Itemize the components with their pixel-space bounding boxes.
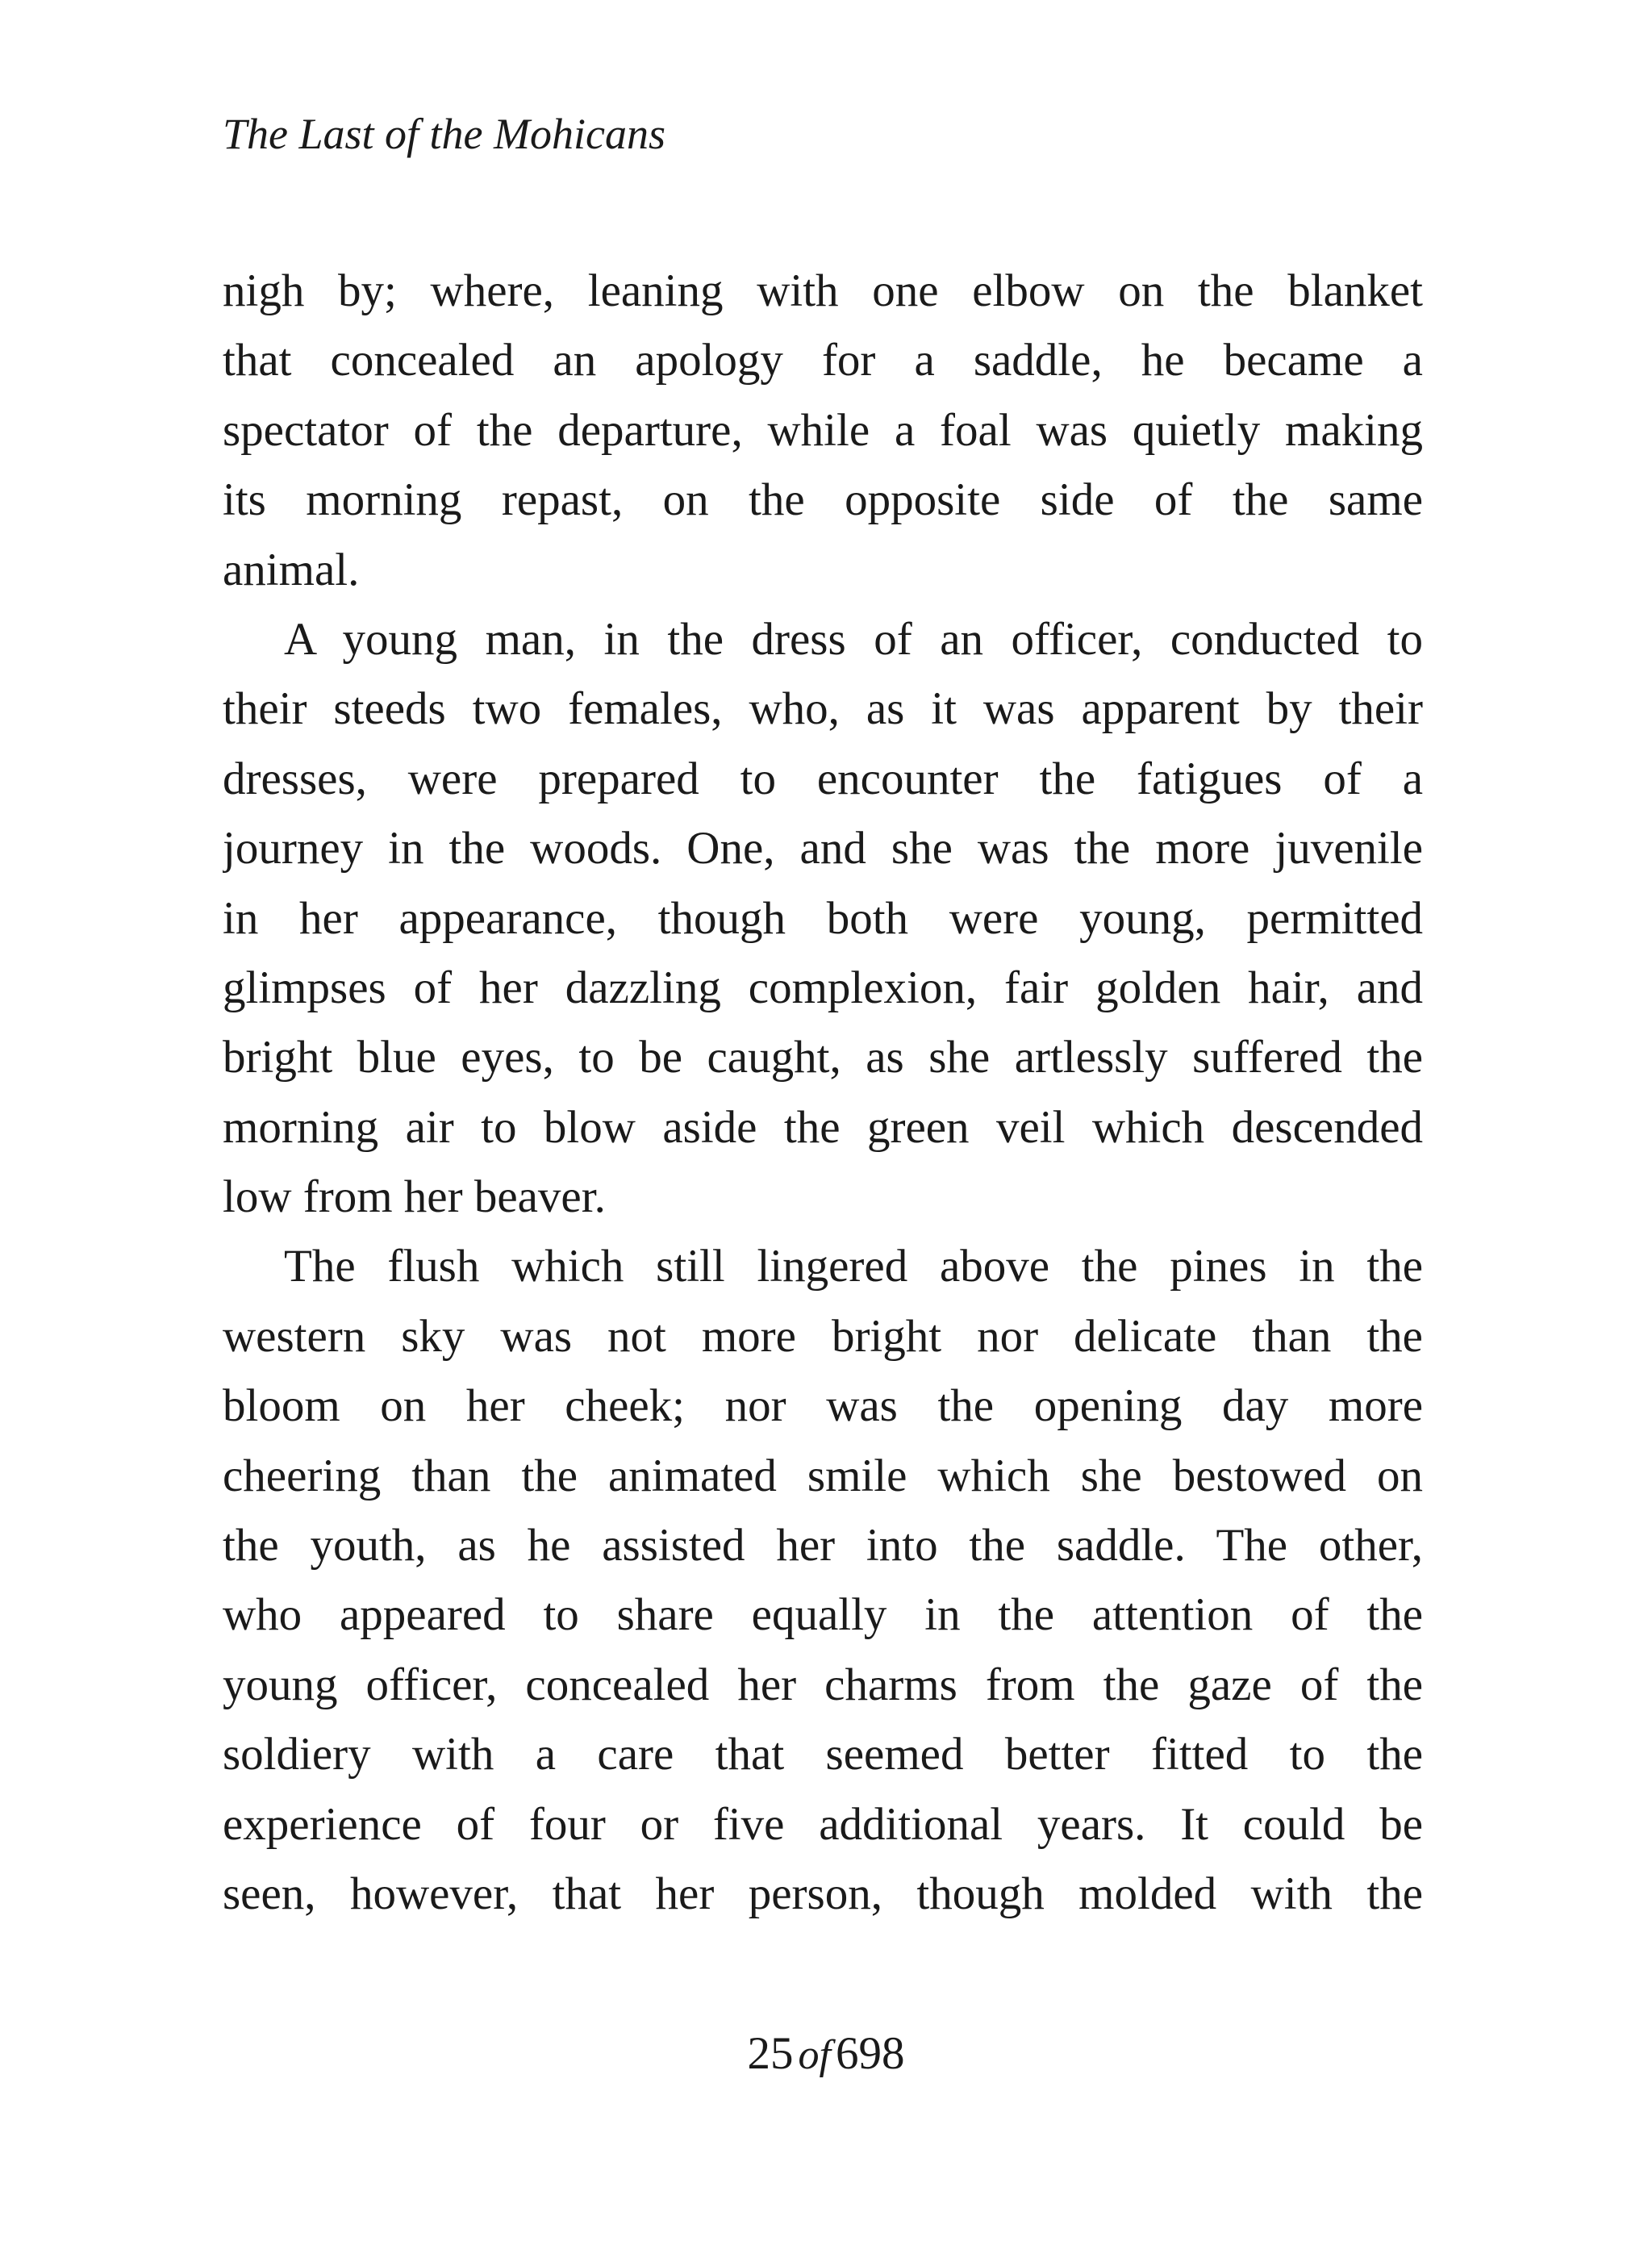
text-line: bloom on her cheek; nor was the opening day more xyxy=(223,1380,1423,1432)
text-line: who appeared to share equally in the attention of the xyxy=(223,1589,1423,1641)
text-line: The flush which still lingered above the pines in the xyxy=(284,1241,1423,1292)
page-number xyxy=(0,2025,1652,2085)
text-line: spectator of the departure, while a foal was quietly making xyxy=(223,404,1423,456)
page-current: 25 xyxy=(747,2028,794,2079)
text-line: animal. xyxy=(223,544,360,595)
text-line: seen, however, that her person, though molded with the xyxy=(223,1868,1423,1919)
text-line: young officer, concealed her charms from the gaze of the xyxy=(223,1659,1423,1710)
text-line: its morning repast, on the opposite side of the same xyxy=(223,474,1423,526)
text-line: dresses, were prepared to encounter the fatigues of a xyxy=(223,753,1423,804)
text-line: low from her beaver. xyxy=(223,1171,606,1223)
text-line: western sky was not more bright nor delicate than the xyxy=(223,1310,1423,1362)
text-line: the youth, as he assisted her into the saddle. The other, xyxy=(223,1520,1423,1572)
text-line: bright blue eyes, to be caught, as she artlessly suffered the xyxy=(223,1032,1423,1083)
text-line: A young man, in the dress of an officer, conducted to xyxy=(284,613,1423,665)
page-total: 698 xyxy=(835,2028,905,2079)
text-line: that concealed an apology for a saddle, he became a xyxy=(223,335,1423,386)
text-line: soldiery with a care that seemed better fitted to the xyxy=(223,1729,1423,1780)
text-line: in her appearance, though both were young, permitted xyxy=(223,892,1423,944)
text-line: nigh by; where, leaning with one elbow on the blanket xyxy=(223,265,1423,316)
text-line: their steeds two females, who, as it was apparent by their xyxy=(223,683,1423,735)
text-line: experience of four or five additional years. It could be xyxy=(223,1798,1423,1850)
text-line: journey in the woods. One, and she was the more juvenile xyxy=(223,823,1423,874)
text-line: cheering than the animated smile which she bestowed on xyxy=(223,1450,1423,1501)
text-line: morning air to blow aside the green veil which descended xyxy=(223,1101,1423,1153)
page-of-separator: of xyxy=(798,2032,831,2078)
text-line: glimpses of her dazzling complexion, fair golden hair, and xyxy=(223,962,1423,1013)
body-text xyxy=(223,257,1423,1929)
running-head: The Last of the Mohicans xyxy=(223,110,665,158)
